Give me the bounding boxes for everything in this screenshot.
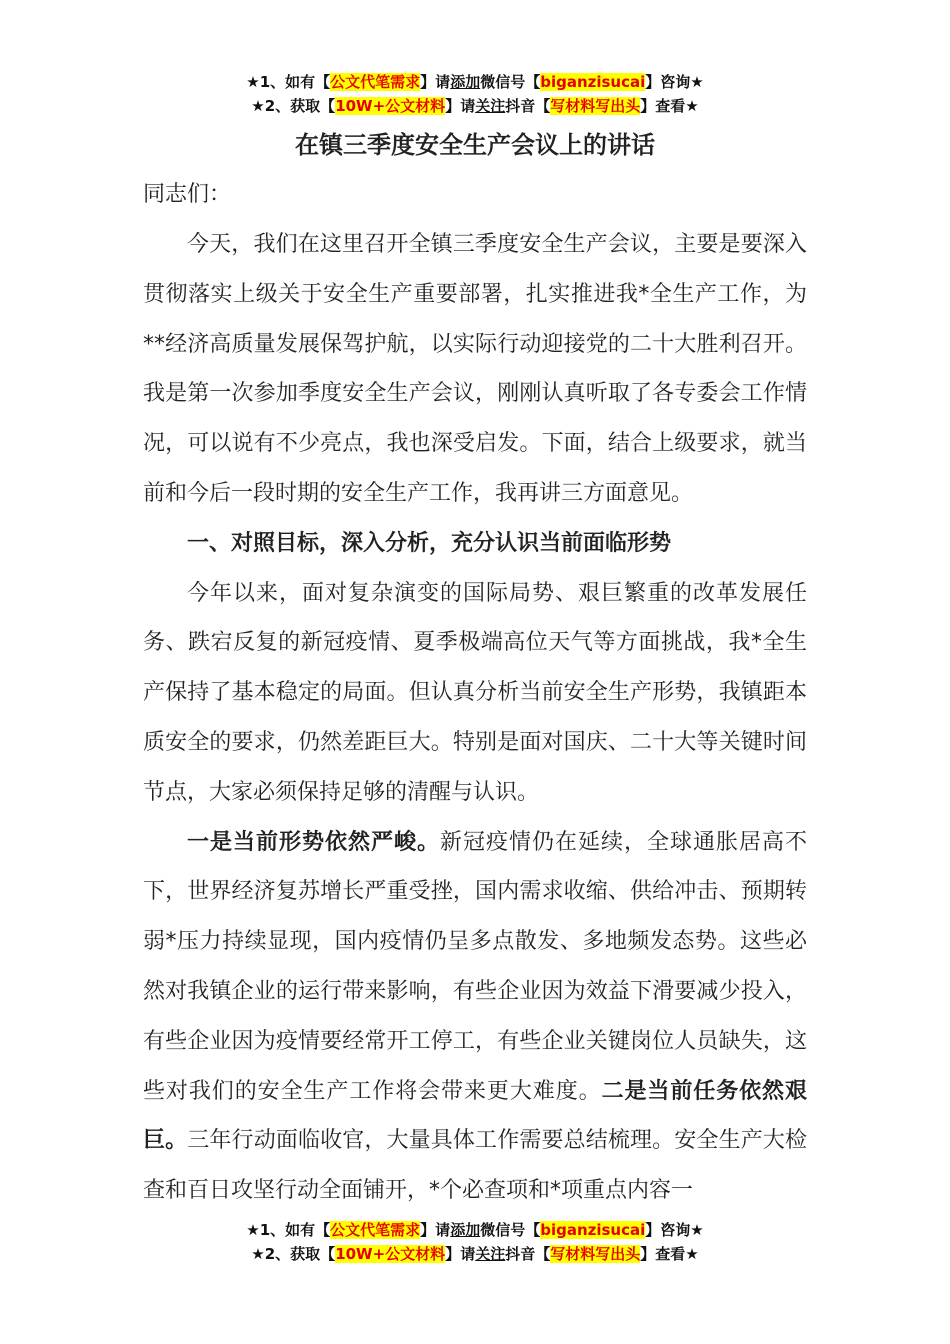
paragraph-situation: 今年以来，面对复杂演变的国际局势、艰巨繁重的改革发展任务、跌宕反复的新冠疫情、夏季极端高位天气等方面挑战，我*全生产保持了基本稳定的局面。但认真分析当前安全生产形势，我镇距本质安全的要求，仍然差距巨大。特别是面对国庆、二十大等关键时间节点，大家必须保持足够的清醒与认识。: [143, 580, 807, 805]
highlight-service: 公文代笔需求: [330, 73, 421, 91]
banner-line-1: ★1、如有【公文代笔需求】请添加微信号【biganzisucai】咨询★: [246, 73, 704, 91]
footer-banner: [0, 1218, 950, 1266]
paragraph-points: 一是当前形势依然严峻。新冠疫情仍在延续，全球通胀居高不下，世界经济复苏增长严重受挫，国内需求收缩、供给冲击、预期转弱*压力持续显现，国内疫情仍呈多点散发、多地频发态势。这些必然对我镇企业的运行带来影响，有些企业因为效益下滑要减少投入，有些企业因为疫情要经常开工停工，有些企业关键岗位人员缺失，这些对我们的安全生产工作将会带来更大难度。二是当前任务依然艰巨。三年行动面临收官，大量具体工作需要总结梳理。安全生产大检查和百日攻坚行动全面铺开，*个必查项和*项重点内容一: [143, 829, 807, 1204]
point-1-lead: 一是当前形势依然严峻。: [187, 829, 440, 855]
footer-line-2: ★2、获取【10W+公文材料】请关注抖音【写材料写出头】查看★: [251, 1245, 699, 1263]
document-body: [143, 220, 807, 1216]
point-2-lead: 二是当前任务依然艰巨。: [143, 1078, 807, 1154]
banner-line-2: ★2、获取【10W+公文材料】请关注抖音【写材料写出头】查看★: [251, 97, 699, 115]
section-heading-1: 一、对照目标，深入分析，充分认识当前面临形势: [187, 530, 672, 556]
footer-line-1: ★1、如有【公文代笔需求】请添加微信号【biganzisucai】咨询★: [246, 1221, 704, 1239]
paragraph-intro: 今天，我们在这里召开全镇三季度安全生产会议，主要是要深入贯彻落实上级关于安全生产重要部署，扎实推进我*全生产工作，为**经济高质量发展保驾护航，以实际行动迎接党的二十大胜利召开。我是第一次参加季度安全生产会议，刚刚认真听取了各专委会工作情况，可以说有不少亮点，我也深受启发。下面，结合上级要求，就当前和今后一段时期的安全生产工作，我再讲三方面意见。: [143, 232, 807, 506]
highlight-douyin: 写材料写出头: [550, 97, 641, 115]
salutation: 同志们：: [143, 182, 232, 207]
header-banner: [0, 70, 950, 118]
highlight-wechat-id: biganzisucai: [540, 73, 646, 91]
document-title: 在镇三季度安全生产会议上的讲话: [295, 131, 655, 159]
highlight-materials: 10W+公文材料: [335, 97, 446, 115]
